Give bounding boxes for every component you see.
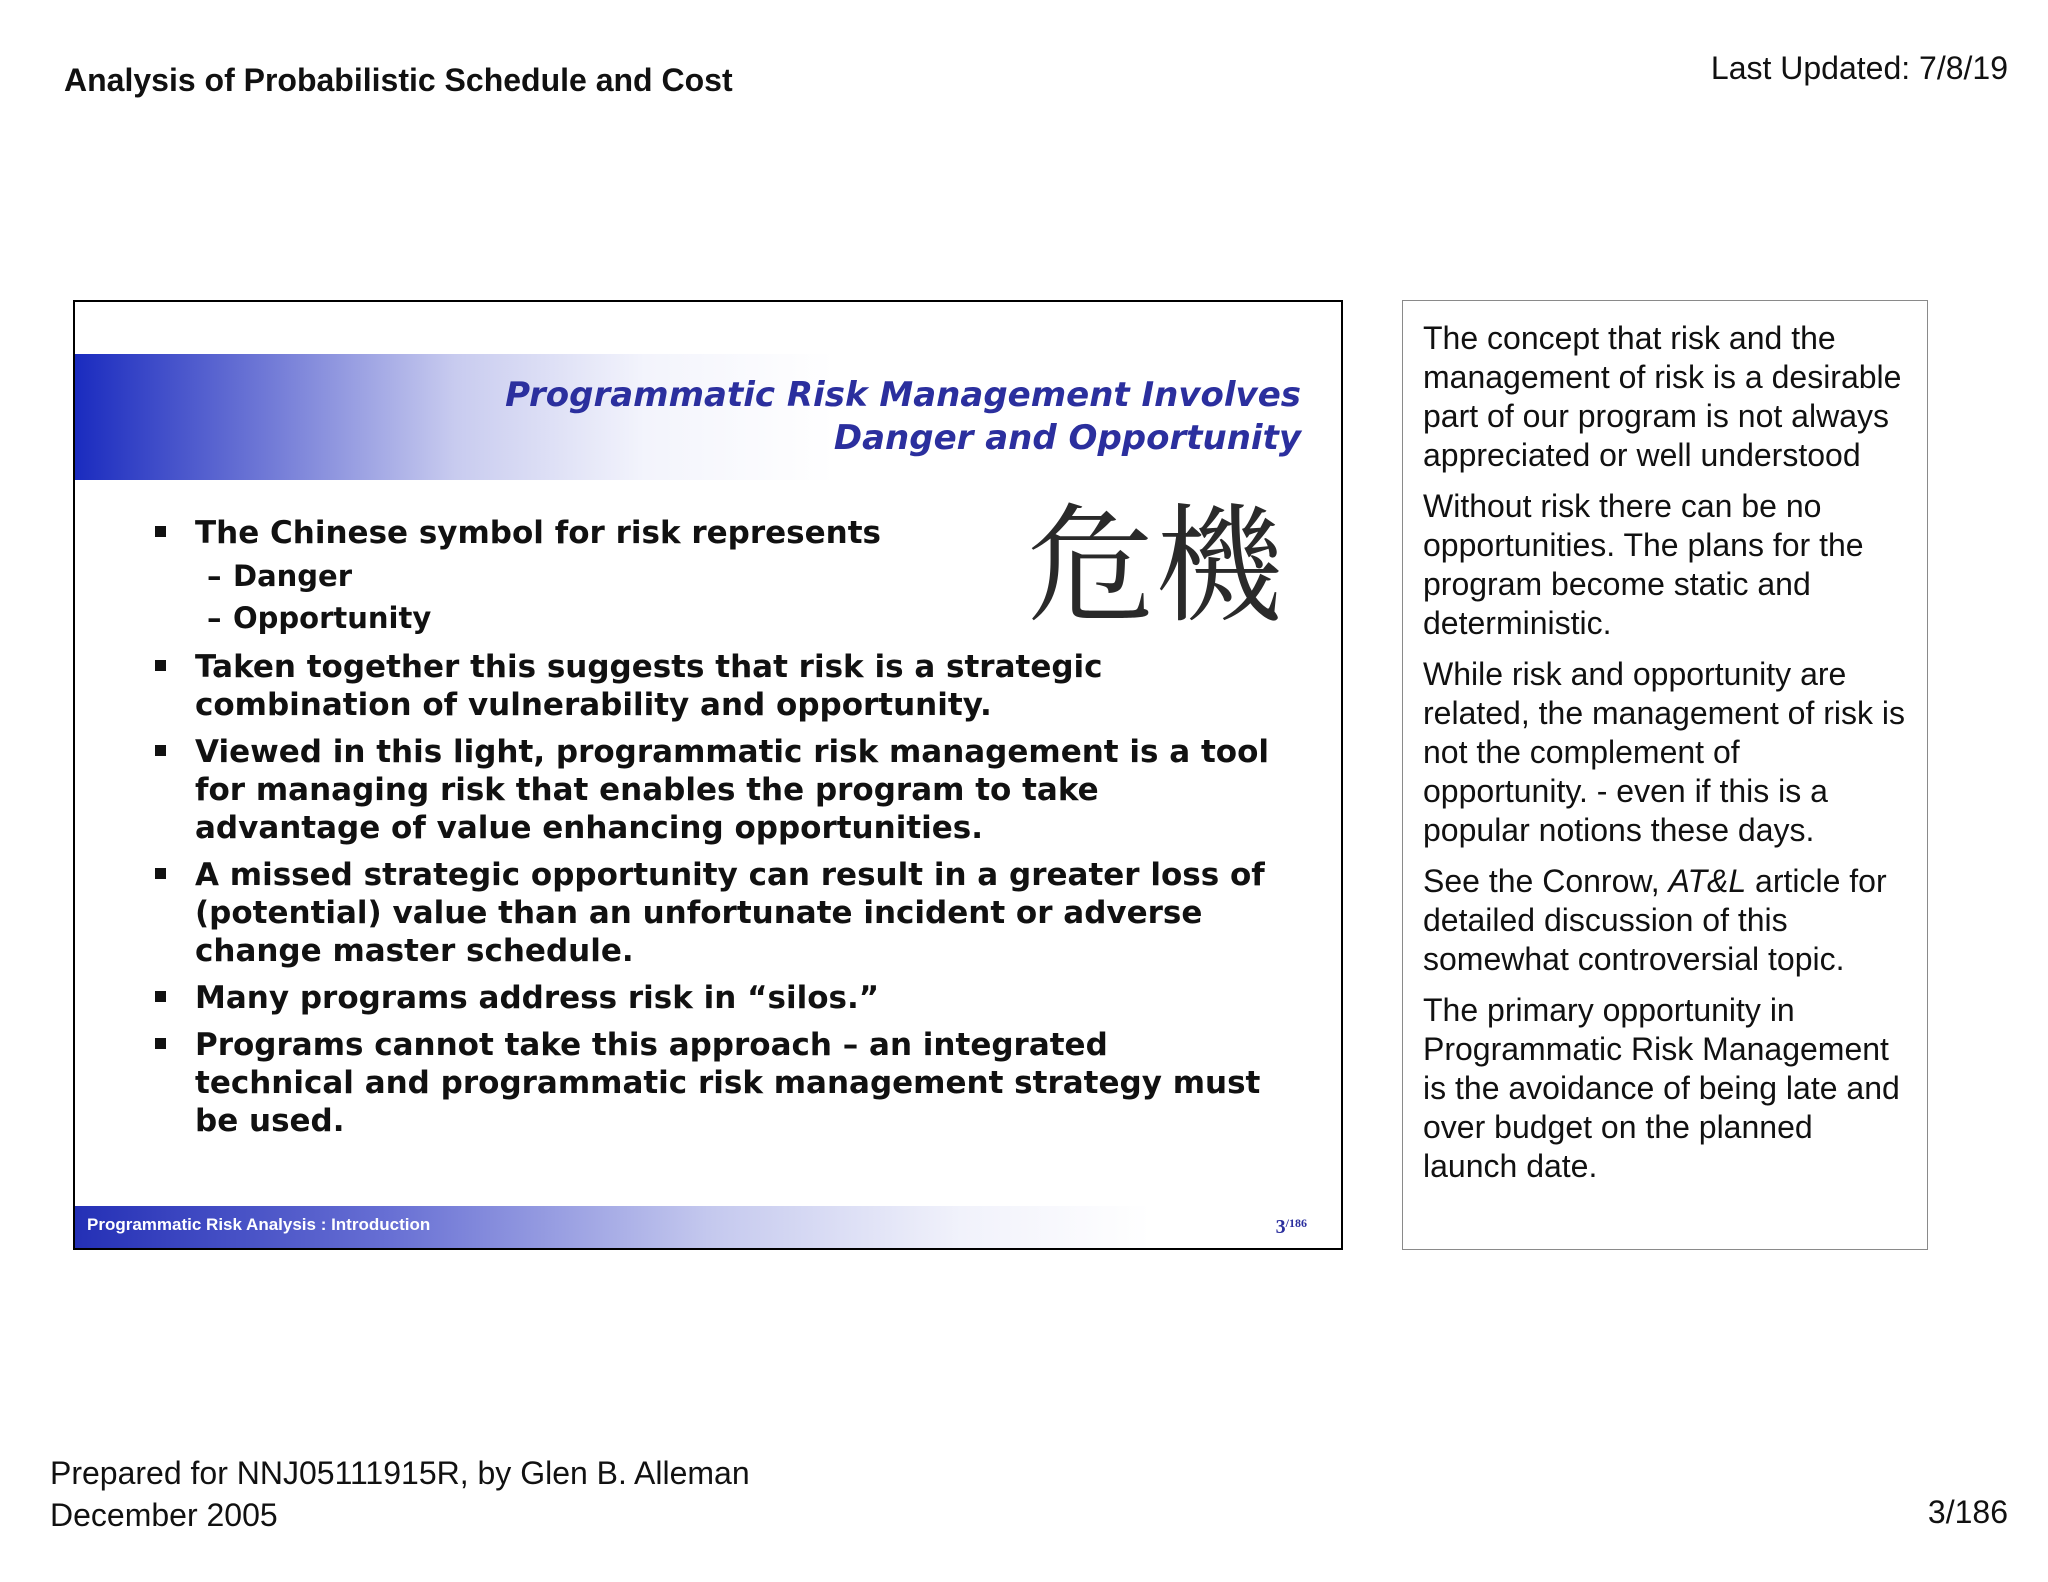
kanji-text: 危機 [1026, 492, 1284, 641]
page-footer-left [50, 1452, 750, 1536]
bullet-text: The Chinese symbol for risk represents [195, 515, 881, 551]
bullet-text: Viewed in this light, programmatic risk management is a tool for managing risk that enables the program to take advantage of value enhancing opportunities. [195, 734, 1270, 846]
bullet-text: Taken together this suggests that risk is a strategic combination of vulnerability and opportunity. [195, 649, 1103, 723]
notes-text: See the Conrow, [1423, 863, 1669, 899]
sub-bullet-item [195, 597, 1275, 639]
speaker-notes-box [1402, 300, 1928, 1250]
slide-page-total: /186 [1285, 1216, 1307, 1230]
bullet-text: Programs cannot take this approach – an integrated technical and programmatic risk management strategy must be used. [195, 1027, 1261, 1139]
notes-paragraph: The concept that risk and the management of risk is a desirable part of our program is not always appreciated or well understood [1423, 320, 1902, 473]
sub-bullet-item [195, 555, 1275, 597]
slide-title [505, 374, 1301, 460]
slide-title-line-1: Programmatic Risk Management Involves [505, 375, 1301, 415]
square-bullet-icon [155, 660, 166, 671]
slide-footer [75, 1206, 1341, 1248]
slide-page-current: 3 [1275, 1216, 1286, 1238]
notes-emphasis: AT&L [1668, 863, 1747, 899]
slide-footer-label: Programmatic Risk Analysis : Introduction [87, 1215, 431, 1234]
square-bullet-icon [155, 526, 166, 537]
slide-page-number [1276, 1216, 1307, 1239]
prepared-date: December 2005 [50, 1497, 278, 1533]
dash-icon: – [207, 559, 222, 593]
bullet-item [145, 856, 1275, 970]
slide-bullet-list [145, 514, 1275, 1149]
sub-bullet-text: Opportunity [233, 601, 432, 635]
bullet-item [145, 733, 1275, 847]
square-bullet-icon [155, 1038, 166, 1049]
page-number: 3/186 [1927, 1494, 2008, 1530]
bullet-item [145, 648, 1275, 724]
notes-paragraph [1423, 862, 1909, 979]
bullet-item [145, 1026, 1275, 1140]
notes-text: article for detailed discussion of this somewhat controversial topic. [1423, 863, 1887, 977]
slide [73, 300, 1343, 1250]
slide-title-line-2: Danger and Opportunity [833, 418, 1301, 458]
last-updated: Last Updated: 7/8/19 [1710, 50, 2008, 86]
bullet-text: Many programs address risk in “silos.” [195, 980, 880, 1016]
prepared-for: Prepared for NNJ05111915R, by Glen B. Alleman [50, 1455, 750, 1491]
square-bullet-icon [155, 868, 166, 879]
sub-bullet-text: Danger [233, 559, 353, 593]
square-bullet-icon [155, 991, 166, 1002]
dash-icon: – [207, 601, 222, 635]
bullet-item [145, 979, 1275, 1017]
bullet-text: A missed strategic opportunity can result in a greater loss of (potential) value than an unfortunate incident or adverse change master schedule. [195, 857, 1265, 969]
notes-paragraph: While risk and opportunity are related, the management of risk is not the complement of opportunity. - even if this is a popular notions these days. [1423, 656, 1906, 848]
bullet-item [145, 514, 1275, 639]
page-header-title: Analysis of Probabilistic Schedule and Cost [64, 62, 733, 98]
notes-paragraph: The primary opportunity in Programmatic Risk Management is the avoidance of being late and over budget on the planned launch date. [1423, 992, 1900, 1184]
notes-paragraph: Without risk there can be no opportunities. The plans for the program become static and deterministic. [1423, 488, 1864, 641]
square-bullet-icon [155, 745, 166, 756]
sub-bullet-list [195, 555, 1275, 639]
